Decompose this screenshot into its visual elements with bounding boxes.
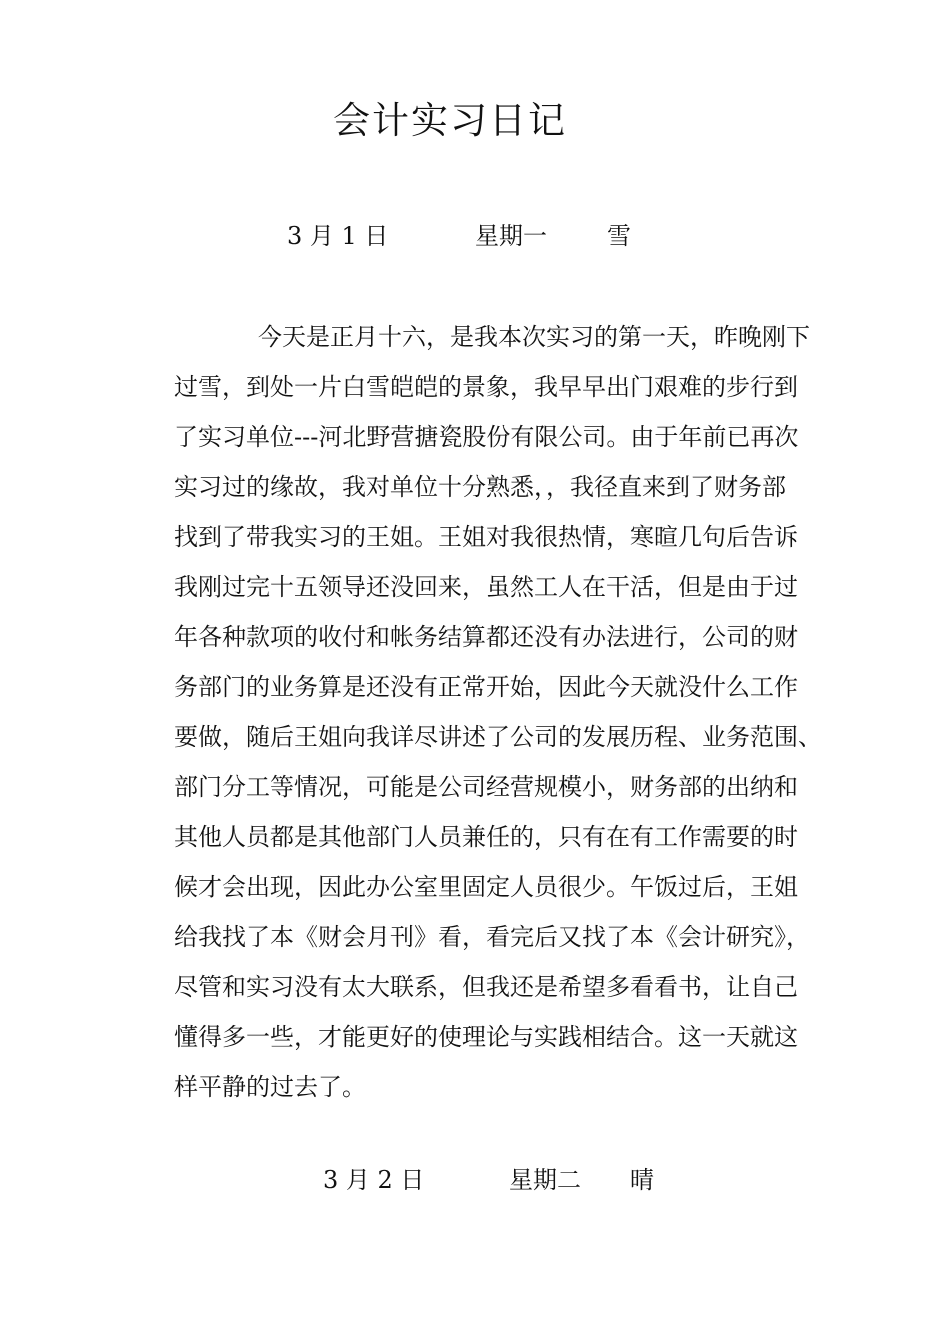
entry-weather: 雪 — [607, 222, 631, 250]
entry-line: 年各种款项的收付和帐务结算都还没有办法进行，公司的财 — [174, 623, 798, 651]
entry-line: 今天是正月十六，是我本次实习的第一天，昨晚刚下 — [258, 323, 810, 351]
entry-line: 样平静的过去了。 — [174, 1073, 366, 1101]
entry-line: 候才会出现，因此办公室里固定人员很少。午饭过后，王姐 — [174, 873, 798, 901]
entry-line: 找到了带我实习的王姐。王姐对我很热情，寒暄几句后告诉 — [174, 523, 798, 551]
entry-line: 给我找了本《财会月刊》看，看完后又找了本《会计研究》， — [174, 923, 810, 951]
entry-line: 我刚过完十五领导还没回来，虽然工人在干活，但是由于过 — [174, 573, 798, 601]
entry-header-1 — [0, 219, 950, 253]
entry-line: 过雪，到处一片白雪皑皑的景象，我早早出门艰难的步行到 — [174, 373, 798, 401]
entry-weekday: 星期二 — [509, 1166, 581, 1194]
entry-line: 尽管和实习没有太大联系，但我还是希望多看看书，让自己 — [174, 973, 798, 1001]
entry-date: 3 月 2 日 — [323, 1166, 425, 1194]
page-title: 会计实习日记 — [333, 99, 567, 142]
entry-line: 部门分工等情况，可能是公司经营规模小，财务部的出纳和 — [174, 773, 798, 801]
entry-line: 务部门的业务算是还没有正常开始，因此今天就没什么工作 — [174, 673, 798, 701]
entry-line: 要做，随后王姐向我详尽讲述了公司的发展历程、业务范围、 — [174, 723, 822, 751]
entry-line: 其他人员都是其他部门人员兼任的，只有在有工作需要的时 — [174, 823, 798, 851]
entry-weather: 晴 — [630, 1166, 654, 1194]
entry-body-1 — [174, 312, 822, 1112]
entry-weekday: 星期一 — [475, 222, 547, 250]
entry-line: 了实习单位---河北野营搪瓷股份有限公司。由于年前已再次 — [174, 423, 799, 451]
entry-header-2 — [0, 1163, 950, 1197]
entry-date: 3 月 1 日 — [287, 222, 389, 250]
entry-line: 懂得多一些，才能更好的使理论与实践相结合。这一天就这 — [174, 1023, 798, 1051]
entry-line: 实习过的缘故，我对单位十分熟悉，，我径直来到了财务部 — [174, 473, 786, 501]
